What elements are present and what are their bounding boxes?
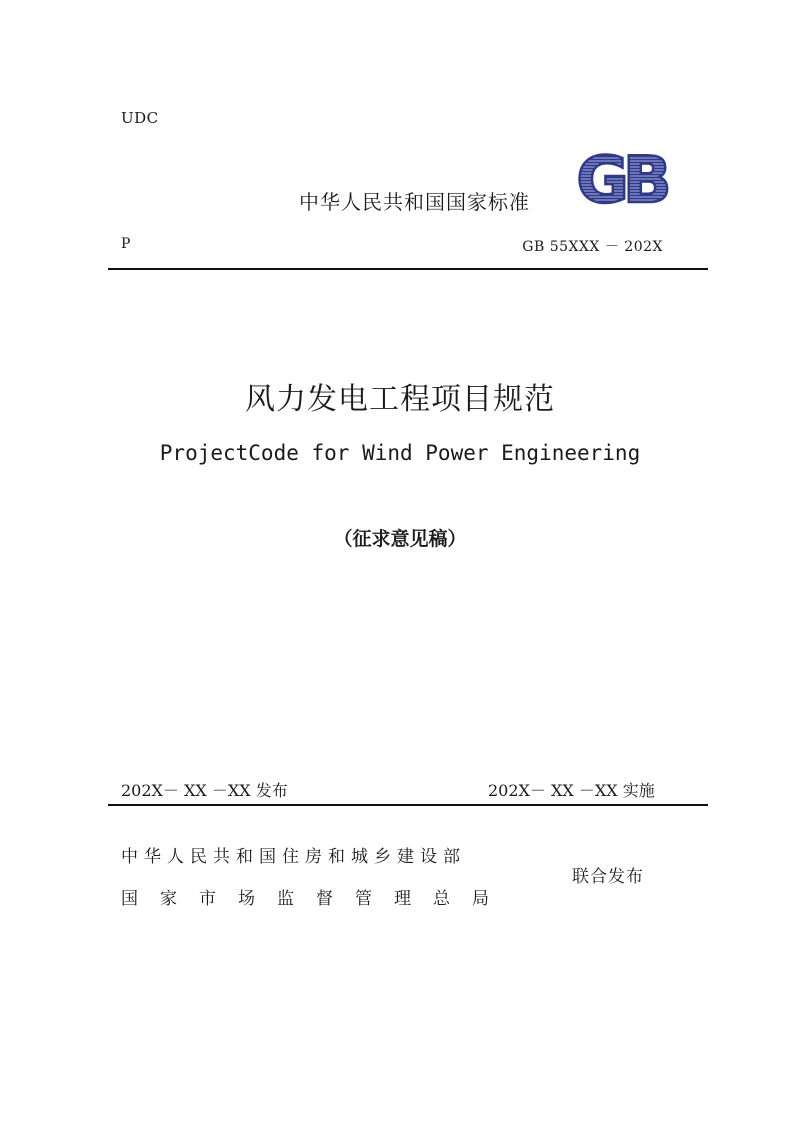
classification-code: P	[121, 236, 131, 252]
issuer-ministry: 中华人民共和国住房和城乡建设部	[121, 847, 466, 867]
gb-logo	[564, 147, 678, 209]
standard-number: GB 55XXX － 202X	[522, 239, 663, 255]
document-title-cn: 风力发电工程项目规范	[245, 382, 555, 417]
bottom-divider	[108, 804, 708, 806]
gb-logo-text: GB	[576, 147, 666, 209]
joint-issue-label: 联合发布	[572, 867, 644, 887]
document-title-en: ProjectCode for Wind Power Engineering	[159, 441, 641, 465]
top-divider	[108, 268, 708, 270]
issuer-administration: 国家市场监督管理总局	[121, 889, 511, 909]
implementation-date: 202X－ XX －XX 实施	[488, 781, 655, 800]
issue-date: 202X－ XX －XX 发布	[121, 781, 288, 800]
national-standard-title: 中华人民共和国国家标准	[299, 190, 530, 214]
udc-label: UDC	[121, 109, 159, 127]
draft-label: （征求意见稿）	[333, 528, 467, 550]
